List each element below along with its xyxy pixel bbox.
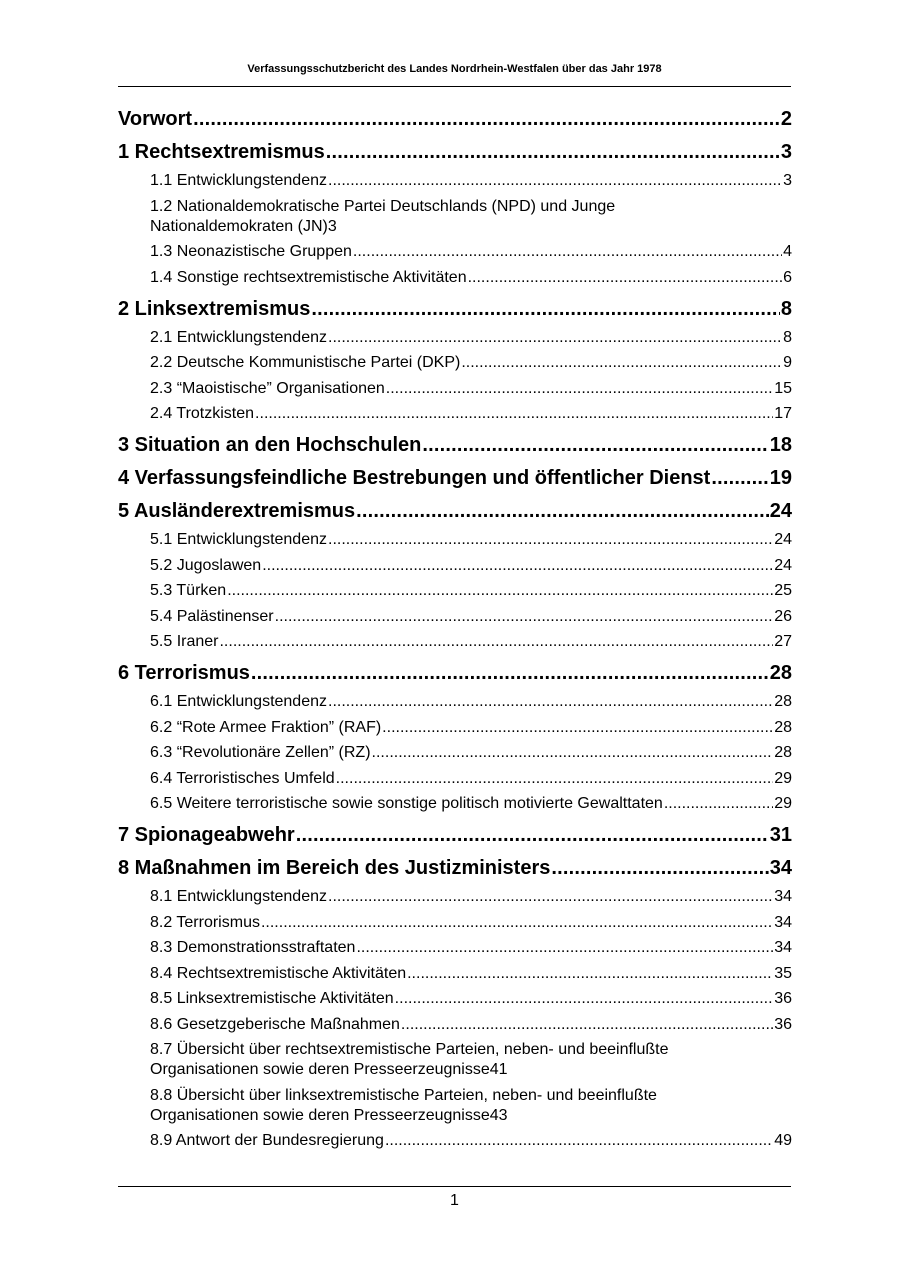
toc-section-title: 1.1 Entwicklungstendenz <box>150 172 327 189</box>
toc-section-page: 28 <box>774 693 792 710</box>
toc-section-entry[interactable] <box>118 404 792 424</box>
toc-section-page: 3 <box>327 217 337 235</box>
toc-section-title: 6.3 “Revolutionäre Zellen” (RZ) <box>150 744 371 761</box>
toc-section-title: 5.2 Jugoslawen <box>150 556 262 574</box>
toc-dot-leader <box>386 379 773 399</box>
toc-section-title: 6.2 “Rote Armee Fraktion” (RAF) <box>150 718 382 736</box>
toc-chapter-page: 31 <box>769 824 792 846</box>
toc-chapter-entry[interactable] <box>118 107 792 131</box>
toc-chapter-title: 2 Linksextremismus <box>118 297 311 320</box>
toc-dot-leader <box>401 1015 773 1035</box>
toc-section-page: 15 <box>774 379 792 397</box>
toc-section-page: 29 <box>774 769 792 787</box>
toc-section-entry[interactable] <box>118 769 792 789</box>
toc-chapter-entry[interactable] <box>118 466 792 490</box>
toc-dot-leader <box>395 989 774 1009</box>
toc-section-title: 2.2 Deutsche Kommunistische Partei (DKP) <box>150 354 461 371</box>
toc-section-page: 43 <box>489 1106 508 1124</box>
header-rule <box>118 86 791 87</box>
toc-section-entry[interactable] <box>118 1040 792 1080</box>
toc-chapter-entry[interactable] <box>118 140 792 164</box>
toc-section-entry[interactable] <box>118 938 792 958</box>
toc-section-entry[interactable] <box>118 989 792 1009</box>
toc-dot-leader <box>385 1131 773 1151</box>
toc-section-page: 34 <box>774 913 792 931</box>
toc-dot-leader <box>193 107 780 131</box>
footer-rule <box>118 1186 791 1187</box>
toc-dot-leader <box>251 661 769 685</box>
toc-dot-leader <box>326 140 780 164</box>
toc-section-page: 28 <box>774 744 792 761</box>
toc-section-entry[interactable] <box>118 743 792 763</box>
toc-chapter-page: 2 <box>780 108 792 130</box>
toc-section-title: 5.4 Palästinenser <box>150 607 274 625</box>
toc-chapter-entry[interactable] <box>118 661 792 685</box>
toc-section-title: 8.5 Linksextremistische Aktivitäten <box>150 990 394 1007</box>
page-number: 1 <box>450 1192 459 1209</box>
toc-section-page: 35 <box>774 964 792 982</box>
toc-section-title: 6.1 Entwicklungstendenz <box>150 693 327 710</box>
toc-section-entry[interactable] <box>118 1015 792 1035</box>
toc-chapter-title: 3 Situation an den Hochschulen <box>118 434 422 456</box>
toc-section-entry[interactable] <box>118 171 792 191</box>
toc-section-page: 8 <box>783 328 792 346</box>
toc-section-title: 2.4 Trotzkisten <box>150 405 255 422</box>
toc-section-entry[interactable] <box>118 242 792 262</box>
toc-section-page: 3 <box>783 172 792 189</box>
toc-section-entry[interactable] <box>118 1086 792 1126</box>
toc-section-page: 25 <box>774 582 792 599</box>
toc-dot-leader <box>227 581 773 601</box>
toc-section-title: 8.2 Terrorismus <box>150 913 260 931</box>
toc-section-title: 8.6 Gesetzgeberische Maßnahmen <box>150 1015 400 1033</box>
toc-section-title: 2.3 “Maoistische” Organisationen <box>150 379 385 397</box>
toc-dot-leader <box>275 607 774 627</box>
toc-chapter-page: 8 <box>780 297 792 320</box>
toc-chapter-page: 34 <box>769 857 792 879</box>
table-of-contents <box>118 107 792 1157</box>
toc-dot-leader <box>255 404 773 424</box>
toc-section-title-line1: 8.7 Übersicht über rechtsextremistische Parteien, neben- und beeinflußte <box>150 1041 669 1058</box>
toc-chapter-entry[interactable] <box>118 499 792 523</box>
toc-section-page: 49 <box>774 1132 792 1149</box>
toc-section-title-line1: 8.8 Übersicht über linksextremistische Parteien, neben- und beeinflußte <box>150 1086 657 1104</box>
toc-section-title: 2.1 Entwicklungstendenz <box>150 328 327 346</box>
toc-section-page: 24 <box>774 531 792 548</box>
toc-section-entry[interactable] <box>118 692 792 712</box>
toc-section-entry[interactable] <box>118 379 792 399</box>
toc-chapter-title: 8 Maßnahmen im Bereich des Justizministers <box>118 857 551 879</box>
toc-section-page: 24 <box>774 556 792 574</box>
toc-dot-leader <box>219 632 773 652</box>
toc-dot-leader <box>296 823 769 847</box>
toc-section-page: 29 <box>774 795 792 812</box>
toc-section-page: 4 <box>783 243 792 260</box>
toc-chapter-entry[interactable] <box>118 856 792 880</box>
toc-chapter-entry[interactable] <box>118 297 792 321</box>
toc-section-title-line2: Nationaldemokraten (JN) <box>150 217 328 235</box>
toc-section-entry[interactable] <box>118 718 792 738</box>
toc-section-entry[interactable] <box>118 268 792 288</box>
toc-section-line2 <box>150 1106 792 1126</box>
toc-dot-leader <box>328 887 773 907</box>
toc-dot-leader <box>356 938 773 958</box>
toc-chapter-title: 1 Rechtsextremismus <box>118 141 325 163</box>
toc-dot-leader <box>328 692 773 712</box>
toc-section-title: 8.4 Rechtsextremistische Aktivitäten <box>150 964 407 982</box>
toc-dot-leader <box>664 794 773 814</box>
toc-section-line2 <box>150 1060 792 1080</box>
toc-section-entry[interactable] <box>118 794 792 814</box>
toc-chapter-entry[interactable] <box>118 823 792 847</box>
toc-dot-leader <box>353 242 782 262</box>
toc-section-page: 36 <box>774 990 792 1007</box>
toc-chapter-title: 4 Verfassungsfeindliche Bestrebungen und öffentlicher Dienst <box>118 467 711 489</box>
toc-section-title: 6.5 Weitere terroristische sowie sonstige politisch motivierte Gewalttaten <box>150 795 663 812</box>
toc-chapter-page: 28 <box>769 662 792 684</box>
toc-chapter-title: 5 Ausländerextremismus <box>118 500 356 522</box>
toc-dot-leader <box>422 433 768 457</box>
toc-section-entry[interactable] <box>118 556 792 576</box>
toc-section-entry[interactable] <box>118 607 792 627</box>
toc-dot-leader <box>468 268 783 288</box>
toc-dot-leader <box>711 466 768 490</box>
toc-section-page: 6 <box>783 268 792 286</box>
toc-section-page: 17 <box>774 405 792 422</box>
toc-dot-leader <box>328 171 782 191</box>
toc-section-line2 <box>150 217 792 237</box>
toc-section-title-line2: Organisationen sowie deren Presseerzeugnisse <box>150 1106 490 1124</box>
toc-section-page: 28 <box>774 718 792 736</box>
toc-chapter-page: 19 <box>769 467 792 489</box>
running-header: Verfassungsschutzbericht des Landes Nordrhein-Westfalen über das Jahr 1978 <box>247 63 662 75</box>
toc-section-page: 26 <box>774 607 792 625</box>
toc-section-title: 8.9 Antwort der Bundesregierung <box>150 1132 384 1149</box>
toc-dot-leader <box>311 297 780 321</box>
toc-section-title-line2: Organisationen sowie deren Presseerzeugnisse <box>150 1061 490 1078</box>
toc-dot-leader <box>372 743 774 763</box>
toc-dot-leader <box>328 530 773 550</box>
toc-dot-leader <box>407 964 773 984</box>
toc-chapter-page: 3 <box>780 141 792 163</box>
toc-section-page: 36 <box>774 1015 792 1033</box>
toc-section-entry[interactable] <box>118 353 792 373</box>
toc-section-title: 6.4 Terroristisches Umfeld <box>150 769 335 787</box>
toc-chapter-page: 24 <box>769 500 792 522</box>
toc-dot-leader <box>261 913 773 933</box>
toc-section-title: 1.3 Neonazistische Gruppen <box>150 243 352 260</box>
toc-chapter-title: 6 Terrorismus <box>118 662 250 684</box>
toc-section-entry[interactable] <box>118 632 792 652</box>
toc-chapter-page: 18 <box>769 434 792 456</box>
toc-section-entry[interactable] <box>118 197 792 237</box>
toc-section-page: 9 <box>783 354 792 371</box>
toc-section-title: 8.3 Demonstrationsstraftaten <box>150 939 356 956</box>
toc-dot-leader <box>382 718 773 738</box>
toc-section-title-line1: 1.2 Nationaldemokratische Partei Deutschlands (NPD) und Junge <box>150 197 616 215</box>
toc-dot-leader <box>262 556 773 576</box>
toc-section-page: 41 <box>489 1061 508 1078</box>
toc-section-entry[interactable] <box>118 581 792 601</box>
toc-section-page: 34 <box>774 888 792 905</box>
toc-chapter-title: 7 Spionageabwehr <box>118 824 295 846</box>
toc-dot-leader <box>356 499 769 523</box>
toc-section-title: 8.1 Entwicklungstendenz <box>150 888 327 905</box>
toc-section-entry[interactable] <box>118 1131 792 1151</box>
toc-section-title: 5.5 Iraner <box>150 633 219 650</box>
toc-dot-leader <box>461 353 782 373</box>
toc-chapter-title: Vorwort <box>118 108 193 130</box>
toc-section-page: 27 <box>774 633 792 650</box>
toc-dot-leader <box>551 856 768 880</box>
toc-section-entry[interactable] <box>118 913 792 933</box>
toc-dot-leader <box>336 769 774 789</box>
toc-dot-leader <box>328 328 782 348</box>
toc-section-page: 34 <box>774 939 792 956</box>
toc-section-title: 5.1 Entwicklungstendenz <box>150 531 327 548</box>
toc-section-entry[interactable] <box>118 530 792 550</box>
toc-chapter-entry[interactable] <box>118 433 792 457</box>
toc-section-entry[interactable] <box>118 887 792 907</box>
toc-section-title: 1.4 Sonstige rechtsextremistische Aktivitäten <box>150 268 467 286</box>
toc-section-entry[interactable] <box>118 964 792 984</box>
toc-section-entry[interactable] <box>118 328 792 348</box>
toc-section-title: 5.3 Türken <box>150 582 227 599</box>
